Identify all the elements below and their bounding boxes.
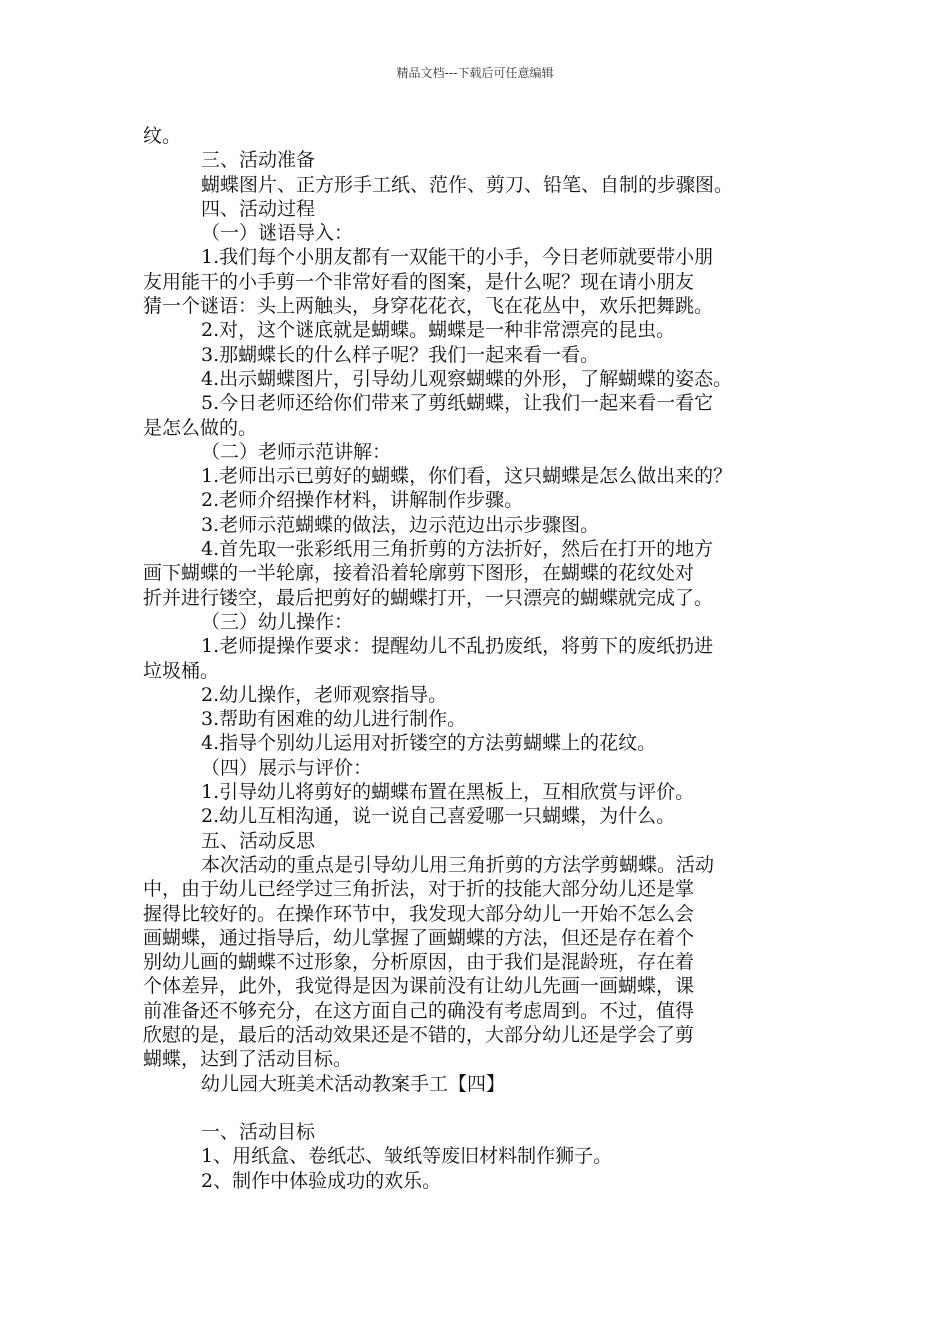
text-line: 握得比较好的。在操作环节中，我发现大部分幼儿一开始不怎么会 [143, 902, 695, 925]
text-line: 画蝴蝶，通过指导后，幼儿掌握了画蝴蝶的方法，但还是存在着个 [143, 926, 695, 949]
text-line: 1、用纸盒、卷纸芯、皱纸等废旧材料制作狮子。 [201, 1145, 613, 1168]
text-line: 2、制作中体验成功的欢乐。 [201, 1169, 442, 1192]
text-line: 别幼儿画的蝴蝶不过形象，分析原因，由于我们是混龄班，存在着 [143, 951, 695, 974]
text-line: 纹。 [143, 125, 182, 147]
text-line: （四）展示与评价： [201, 756, 373, 779]
text-line: 4.指导个别幼儿运用对折镂空的方法剪蝴蝶上的花纹。 [201, 732, 657, 755]
text-line: 5.今日老师还给你们带来了剪纸蝴蝶，让我们一起来看一看它 [201, 392, 714, 415]
text-line: 1.我们每个小朋友都有一双能干的小手，今日老师就要带小朋 [201, 246, 714, 269]
text-line: 2.对，这个谜底就是蝴蝶。蝴蝶是一种非常漂亮的昆虫。 [201, 319, 676, 342]
text-line: 3.帮助有困难的幼儿进行制作。 [201, 708, 467, 731]
text-line: 一、活动目标 [201, 1121, 316, 1144]
text-line: （一）谜语导入： [201, 222, 354, 245]
text-line: 前准备还不够充分，在这方面自己的确没有考虑周到。不过，值得 [143, 999, 695, 1022]
text-line: 本次活动的重点是引导幼儿用三角折剪的方法学剪蝴蝶。活动 [201, 853, 715, 876]
text-line: 1.引导幼儿将剪好的蝴蝶布置在黑板上，互相欣赏与评价。 [201, 781, 695, 804]
text-line: 猜一个谜语：头上两触头，身穿花花衣，飞在花丛中，欢乐把舞跳。 [143, 295, 714, 318]
text-line: 折并进行镂空，最后把剪好的蝴蝶打开，一只漂亮的蝴蝶就完成了。 [143, 586, 714, 609]
text-line: 蝴蝶图片、正方形手工纸、范作、剪刀、铅笔、自制的步骤图。 [201, 173, 734, 196]
page-header: 精品文档---下载后可任意编辑 [396, 66, 554, 80]
text-line: 2.幼儿互相沟通，说一说自己喜爱哪一只蝴蝶，为什么。 [201, 805, 676, 828]
text-line: 四、活动过程 [201, 197, 316, 220]
text-line: （二）老师示范讲解： [201, 440, 392, 463]
text-line: 友用能干的小手剪一个非常好看的图案，是什么呢？现在请小朋友 [143, 270, 695, 293]
text-line: 4.首先取一张彩纸用三角折剪的方法折好，然后在打开的地方 [201, 538, 714, 561]
text-line: 欣慰的是，最后的活动效果还是不错的，大部分幼儿还是学会了剪 [143, 1023, 695, 1046]
text-line: 个体差异，此外，我觉得是因为课前没有让幼儿先画一画蝴蝶，课 [143, 975, 695, 998]
document-body [143, 124, 811, 1193]
text-line: 蝴蝶，达到了活动目标。 [143, 1048, 353, 1071]
text-line: 1.老师出示已剪好的蝴蝶，你们看，这只蝴蝶是怎么做出来的？ [201, 465, 733, 488]
text-line: 4.出示蝴蝶图片，引导幼儿观察蝴蝶的外形，了解蝴蝶的姿态。 [201, 367, 733, 390]
text-line: 3.那蝴蝶长的什么样子呢？我们一起来看一看。 [201, 343, 600, 366]
text-line: 垃圾桶。 [143, 659, 220, 682]
text-line: 1.老师提操作要求：提醒幼儿不乱扔废纸，将剪下的废纸扔进 [201, 635, 714, 658]
blank-line [143, 1096, 811, 1120]
text-line: 是怎么做的。 [143, 416, 258, 439]
text-line: 画下蝴蝶的一半轮廓，接着沿着轮廓剪下图形，在蝴蝶的花纹处对 [143, 562, 695, 585]
text-line: 中，由于幼儿已经学过三角折法，对于折的技能大部分幼儿还是掌 [143, 878, 695, 901]
text-line: 3.老师示范蝴蝶的做法，边示范边出示步骤图。 [201, 513, 600, 536]
text-line: 幼儿园大班美术活动教案手工【四】 [201, 1072, 506, 1095]
text-line: 五、活动反思 [201, 829, 316, 852]
text-line: 2.老师介绍操作材料，讲解制作步骤。 [201, 489, 524, 512]
text-line: 三、活动准备 [201, 149, 316, 172]
text-line: 2.幼儿操作，老师观察指导。 [201, 683, 448, 706]
text-line: （三）幼儿操作： [201, 610, 354, 633]
